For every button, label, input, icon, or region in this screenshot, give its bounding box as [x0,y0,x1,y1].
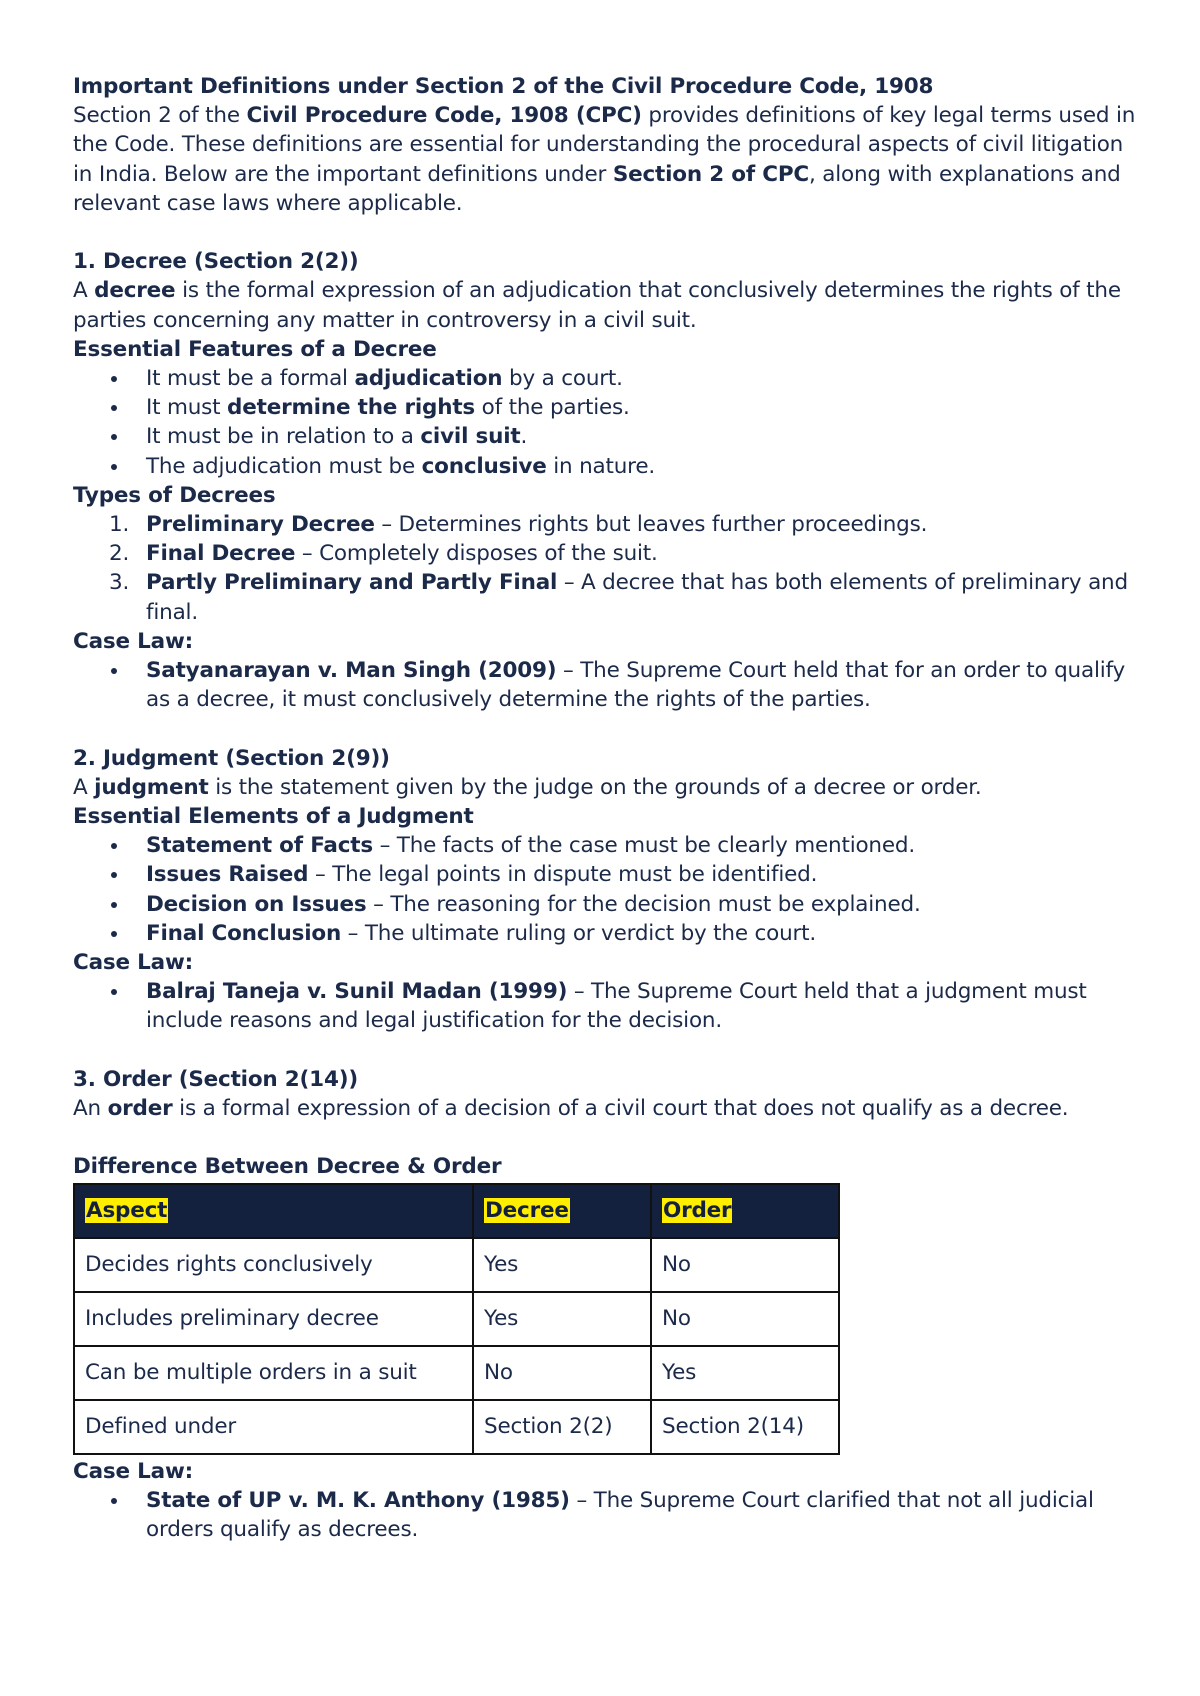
order-caselaw-heading: Case Law: [73,1458,194,1484]
table-row [74,1292,839,1346]
table-row [74,1346,839,1400]
table-cell: Section 2(2) [473,1400,651,1454]
judgment-elements-heading: Essential Elements of a Judgment [73,804,474,830]
decree-caselaw-heading: Case Law: [73,628,194,654]
list-item: Satyanarayan v. Man Singh (2009) – The Supreme Court held that for an order to qualify as a decree, it must conclusively determine the rights of the parties. [73,656,1140,714]
list-item: 2. Final Decree – Completely disposes of the suit. [109,541,658,567]
list-item: It must determine the rights of the parties. [73,393,1140,422]
list-item: Balraj Taneja v. Sunil Madan (1999) – The Supreme Court held that a judgment must include reasons and legal justification for the decision. [73,977,1140,1035]
decree-types-list [73,510,1140,627]
intro-paragraph: Section 2 of the Civil Procedure Code, 1908 (CPC) provides definitions of key legal terms used in the Code. These definitions are essential for understanding the procedural aspects of civil litigation in India. Below are the important definitions under Section 2 of CPC, along with explanations and relevant case laws where applicable. [73,103,1136,216]
list-item: Statement of Facts – The facts of the case must be clearly mentioned. [73,831,1140,860]
list-item: The adjudication must be conclusive in nature. [73,452,1140,481]
table-cell: Section 2(14) [651,1400,839,1454]
table-cell: Defined under [74,1400,473,1454]
table-cell: Yes [473,1238,651,1292]
document-title: Important Definitions under Section 2 of the Civil Procedure Code, 1908 [73,74,934,99]
table-cell: Yes [651,1346,839,1400]
list-item: 1. Preliminary Decree – Determines rights but leaves further proceedings. [109,512,928,538]
list-item: 3. Partly Preliminary and Partly Final – A decree that has both elements of preliminary and final. [109,570,1128,625]
table-cell: No [473,1346,651,1400]
decree-caselaw-list [73,656,1140,714]
list-item: Final Conclusion – The ultimate ruling or verdict by the court. [73,919,1140,948]
judgment-heading: 2. Judgment (Section 2(9)) [73,745,390,771]
difference-table-heading: Difference Between Decree & Order [73,1154,502,1180]
judgment-elements-list [73,831,1140,948]
table-header-row [74,1184,839,1238]
table-header-cell: Order [651,1184,839,1238]
list-item: It must be a formal adjudication by a court. [73,364,1140,393]
list-item: Issues Raised – The legal points in dispute must be identified. [73,860,1140,889]
table-cell: No [651,1238,839,1292]
list-item: It must be in relation to a civil suit. [73,422,1140,451]
order-heading: 3. Order (Section 2(14)) [73,1066,358,1092]
list-item: Decision on Issues – The reasoning for the decision must be explained. [73,890,1140,919]
decree-features-list [73,364,1140,481]
table-header-cell: Aspect [74,1184,473,1238]
difference-table [73,1183,840,1455]
table-cell: No [651,1292,839,1346]
judgment-caselaw-list [73,977,1140,1035]
table-row [74,1400,839,1454]
table-cell: Includes preliminary decree [74,1292,473,1346]
list-item: State of UP v. M. K. Anthony (1985) – The Supreme Court clarified that not all judicial orders qualify as decrees. [73,1486,1140,1544]
judgment-caselaw-heading: Case Law: [73,950,194,976]
order-caselaw-list [73,1486,1140,1544]
table-row [74,1238,839,1292]
decree-definition: A decree is the formal expression of an adjudication that conclusively determines the rights of the parties concerning any matter in controversy in a civil suit. [73,278,1121,333]
decree-features-heading: Essential Features of a Decree [73,336,437,362]
table-cell: Yes [473,1292,651,1346]
table-cell: Decides rights conclusively [74,1238,473,1292]
judgment-definition: A judgment is the statement given by the judge on the grounds of a decree or order. [73,774,982,800]
table-header-cell: Decree [473,1184,651,1238]
order-definition: An order is a formal expression of a decision of a civil court that does not qualify as a decree. [73,1096,1069,1122]
decree-heading: 1. Decree (Section 2(2)) [73,249,359,275]
decree-types-heading: Types of Decrees [73,482,276,508]
table-cell: Can be multiple orders in a suit [74,1346,473,1400]
